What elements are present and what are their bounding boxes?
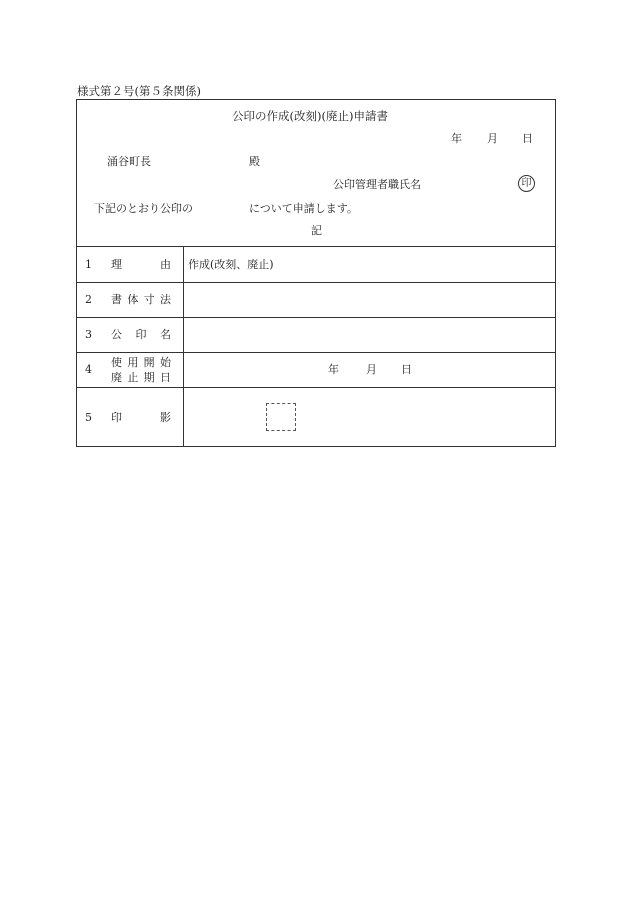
row-label-char: 寸: [143, 293, 155, 306]
form-title: 公印の作成(改刻)(廃止)申請書: [232, 109, 388, 123]
row-label-char: 由: [160, 258, 171, 271]
date-year: 年: [451, 132, 462, 145]
honorific: 殿: [249, 155, 260, 168]
row4-date-month: 月: [366, 363, 377, 376]
row-label-5: [111, 412, 171, 423]
row-label-char: 法: [159, 293, 171, 306]
application-form: [76, 99, 556, 447]
date-day: 日: [522, 132, 533, 145]
row-label-char: 印: [135, 328, 147, 341]
row-label-3: [111, 329, 171, 340]
row-label-4-line1: [111, 357, 171, 368]
row-label-char: 用: [127, 356, 139, 369]
row-label-1: [111, 259, 171, 270]
row-divider-4: [77, 387, 555, 388]
row-number-4: 4: [85, 363, 92, 376]
request-text-start: 下記のとおり公印の: [94, 202, 193, 215]
row4-date-day: 日: [401, 363, 412, 376]
applicant-label: 公印管理者職氏名: [333, 178, 421, 191]
row-label-char: 廃: [111, 371, 122, 384]
row-label-2: [111, 294, 171, 305]
form-number: 様式第２号(第５条関係): [77, 84, 201, 98]
label-column-divider: [183, 246, 184, 446]
ki-heading: 記: [311, 224, 322, 237]
row-number-3: 3: [85, 328, 92, 341]
row-label-char: 日: [159, 371, 171, 384]
row-label-char: 影: [160, 411, 171, 424]
row-label-char: 開: [143, 356, 155, 369]
row-divider-3: [77, 352, 555, 353]
row-label-char: 理: [111, 258, 122, 271]
row-label-char: 書: [111, 293, 122, 306]
row-label-4-line2: [111, 372, 171, 383]
row-label-char: 止: [127, 371, 139, 384]
row-divider-2: [77, 317, 555, 318]
row-label-char: 始: [159, 356, 171, 369]
request-text-end: について申請します。: [249, 202, 358, 215]
row-label-char: 名: [160, 328, 171, 341]
row-number-5: 5: [85, 411, 92, 424]
row-number-1: 1: [85, 258, 92, 271]
table-top-border: [77, 246, 555, 247]
date-month: 月: [487, 132, 498, 145]
row-number-2: 2: [85, 293, 92, 306]
row-label-char: 期: [143, 371, 155, 384]
row-label-char: 使: [111, 356, 122, 369]
row-label-char: 印: [111, 411, 122, 424]
addressee: 涌谷町長: [107, 155, 151, 168]
seal-impression-box: [266, 403, 296, 431]
row4-date-year: 年: [328, 363, 339, 376]
row-label-char: 公: [111, 328, 122, 341]
row-label-char: 体: [127, 293, 139, 306]
row-divider-1: [77, 282, 555, 283]
seal-mark: 印: [518, 175, 535, 192]
row-value-1: 作成(改刻、廃止): [188, 258, 274, 271]
